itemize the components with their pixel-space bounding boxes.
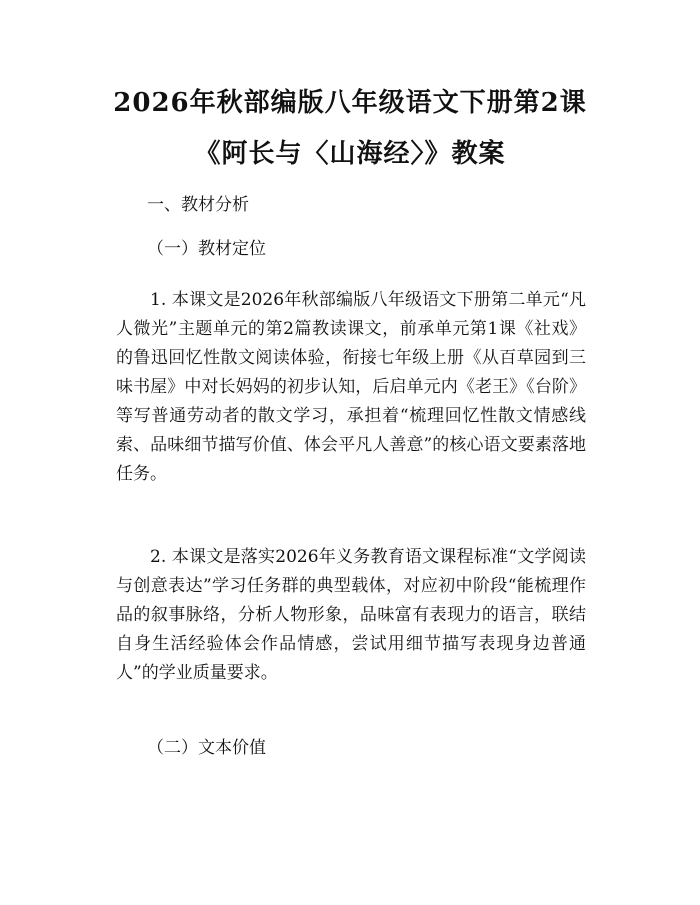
subsection-heading-text-value: （二）文本价值 [147, 738, 266, 758]
document-title: 2026年秋部编版八年级语文下册第2课《阿长与〈山海经〉》教案 [113, 88, 587, 169]
paragraph-1: 1. 本课文是2026年秋部编版八年级语文下册第二单元“凡人微光”主题单元的第2篇教读课文，前承单元第1课《社戏》的鲁迅回忆性散文阅读体验，衔接七年级上册《从百草园到三味书屋》中对长妈妈的初步认知，后启单元内《老王》《台阶》等写普通劳动者的散文学习，承担着“梳理回忆性散文情感线索、品味细节描写价值、体会平凡人善意”的核心语文要素落地任务。 [116, 290, 586, 484]
paragraph-2: 2. 本课文是落实2026年义务教育语文课程标准“文学阅读与创意表达”学习任务群的典型载体，对应初中阶段“能梳理作品的叙事脉络，分析人物形象，品味富有表现力的语言，联结自身生活经验体会作品情感，尝试用细节描写表现身边普通人”的学业质量要求。 [116, 547, 586, 683]
subsection-heading-positioning: （一）教材定位 [147, 239, 266, 259]
section-heading-textbook-analysis: 一、教材分析 [147, 195, 249, 215]
